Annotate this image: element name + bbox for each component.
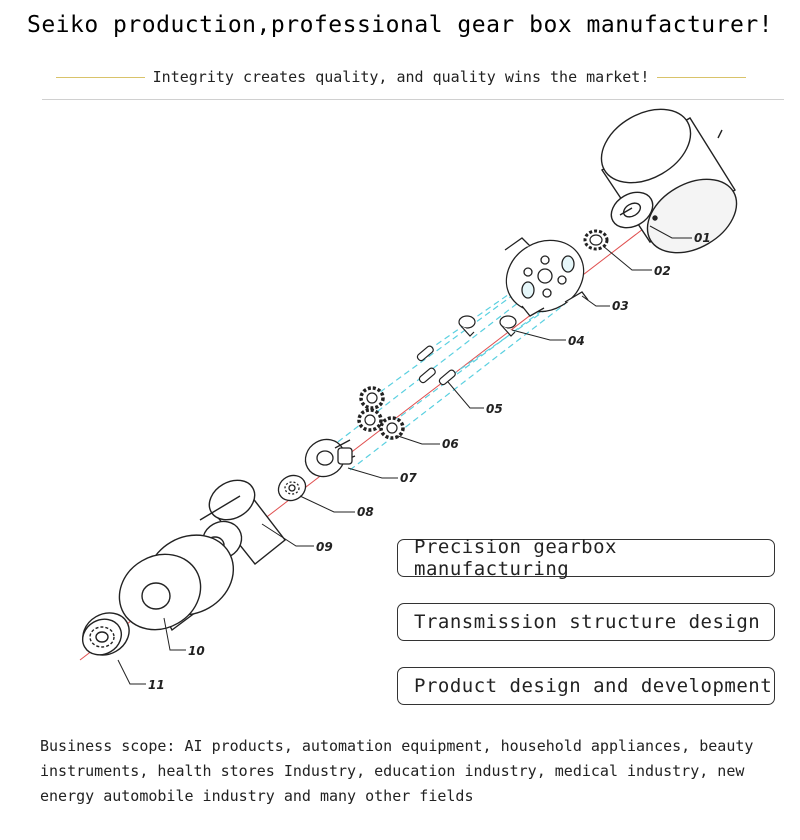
label-05: 05 [486,402,503,416]
label-10: 10 [188,644,205,658]
part-06-planet-gears [359,388,403,438]
feature-transmission-design: Transmission structure design [397,603,775,641]
label-03: 03 [612,299,629,313]
feature-product-development: Product design and development [397,667,775,705]
business-scope-line: Business scope: AI products, automation equipment, household appliances, beauty [40,737,754,755]
feature-precision-gearbox: Precision gearbox manufacturing [397,539,775,577]
label-11: 11 [148,678,165,692]
label-01: 01 [694,231,711,245]
label-09: 09 [316,540,333,554]
label-06: 06 [442,437,459,451]
subtitle: Integrity creates quality, and quality wins the market! [152,68,650,86]
part-01-motor [588,100,749,268]
label-07: 07 [400,471,417,485]
business-scope-line: energy automobile industry and many other fields [40,787,474,805]
label-02: 02 [654,264,671,278]
part-08-bearing [274,471,310,506]
right-gold-line [657,77,746,78]
business-scope-line: instruments, health stores Industry, education industry, medical industry, new [40,762,745,780]
label-04: 04 [568,334,585,348]
part-07-planet-carrier [299,432,355,483]
label-08: 08 [357,505,374,519]
business-scope [40,734,775,809]
left-gold-line [56,77,145,78]
page-title: Seiko production,professional gear box manufacturer! [26,12,774,38]
subtitle-row [56,66,746,88]
